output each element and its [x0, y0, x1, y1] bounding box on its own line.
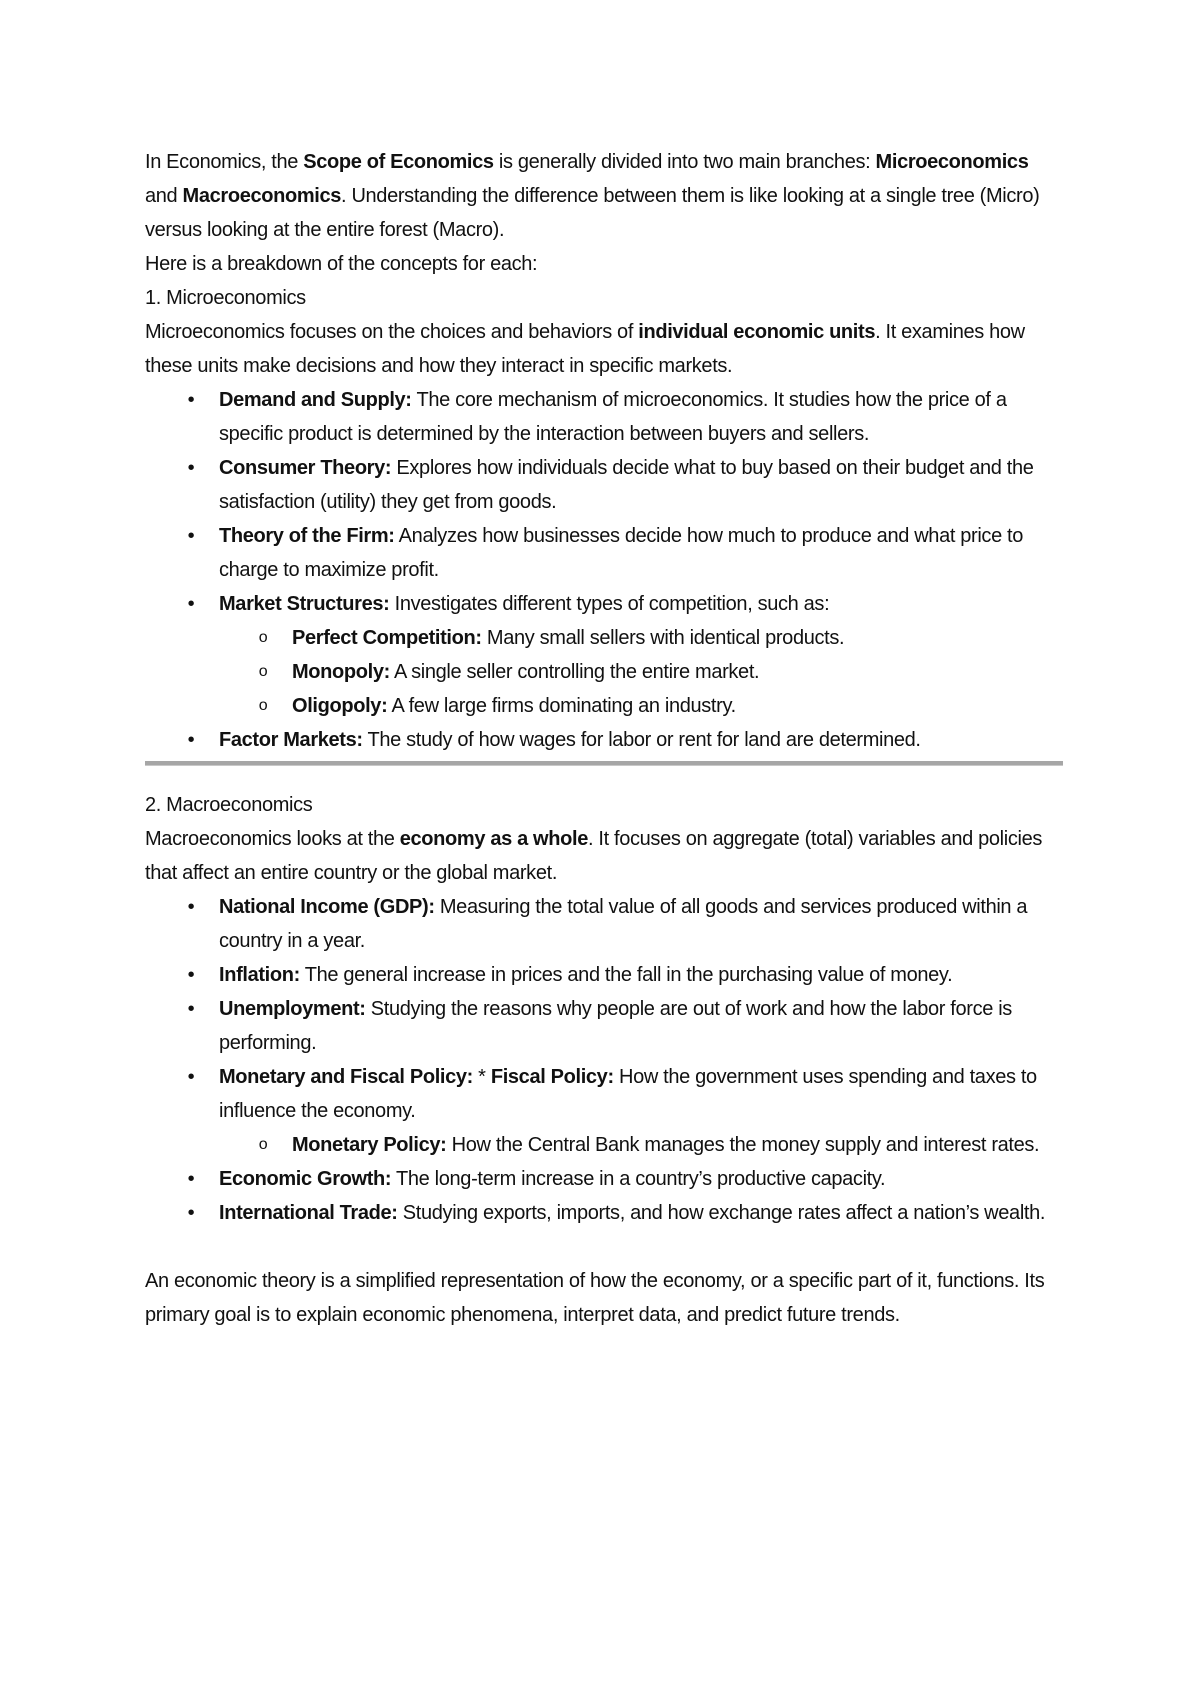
bullet-icon: •: [187, 1066, 195, 1088]
intro-bold-micro: Microeconomics: [875, 151, 1029, 173]
item-term: Monetary and Fiscal Policy:: [219, 1066, 473, 1088]
item-term: Perfect Competition:: [292, 627, 482, 649]
list-item: [145, 958, 1065, 992]
intro-paragraph: [145, 145, 1065, 247]
bullet-icon: •: [187, 593, 195, 615]
item-term: Unemployment:: [219, 998, 366, 1020]
intro-text: In Economics, the: [145, 151, 304, 173]
item-text: Investigates different types of competition, such as:: [389, 593, 830, 615]
micro-desc-text: . It examines how these units make decisions and how they interact in specific markets.: [145, 321, 1025, 377]
item-term: Fiscal Policy:: [490, 1066, 614, 1088]
item-text: The study of how wages for labor or rent for land are determined.: [362, 729, 921, 751]
item-term: Market Structures:: [219, 593, 390, 615]
item-term: Economic Growth:: [219, 1168, 392, 1190]
bullet-icon: •: [187, 896, 195, 918]
item-text: *: [472, 1066, 491, 1088]
item-text: Studying the reasons why people are out of work and how the labor force is performing.: [219, 998, 1012, 1054]
intro-bold-scope: Scope of Economics: [303, 151, 494, 173]
list-item: [145, 587, 1065, 621]
list-item: [145, 451, 1065, 519]
item-term: Consumer Theory:: [219, 457, 392, 479]
document-body: [145, 145, 1065, 1332]
macro-list: [145, 890, 1065, 1230]
intro-bold-macro: Macroeconomics: [182, 185, 342, 207]
bullet-icon: •: [187, 1168, 195, 1190]
item-term: Demand and Supply:: [219, 389, 412, 411]
list-item: [145, 723, 1065, 757]
micro-desc-bold: individual economic units: [638, 321, 876, 343]
item-text: The core mechanism of microeconomics. It studies how the price of a specific product is determined by the interaction between buyers and sellers.: [219, 389, 1007, 445]
item-text: The general increase in prices and the fall in the purchasing value of money.: [299, 964, 953, 986]
item-text: Measuring the total value of all goods and services produced within a country in a year.: [219, 896, 1028, 952]
bullet-icon: •: [187, 998, 195, 1020]
item-text: How the Central Bank manages the money supply and interest rates.: [446, 1134, 1040, 1156]
macro-description: [145, 822, 1065, 890]
item-text: A few large firms dominating an industry.: [387, 695, 736, 717]
bullet-icon: •: [187, 457, 195, 479]
bullet-icon: •: [187, 389, 195, 411]
sub-bullet-icon: o: [258, 663, 268, 680]
list-item: [145, 992, 1065, 1060]
micro-desc-text: Microeconomics focuses on the choices and behaviors of: [145, 321, 639, 343]
list-item: [145, 1060, 1065, 1128]
breakdown-line: Here is a breakdown of the concepts for each:: [145, 253, 538, 275]
item-text: Explores how individuals decide what to buy based on their budget and the satisfaction (utility) they get from goods.: [219, 457, 1034, 513]
sub-bullet-icon: o: [258, 629, 268, 646]
sub-list-item: [145, 689, 1065, 723]
sub-list-item: [145, 621, 1065, 655]
item-term: Inflation:: [219, 964, 300, 986]
item-text: Analyzes how businesses decide how much to produce and what price to charge to maximize profit.: [219, 525, 1024, 581]
paragraph-gap: [145, 1230, 1065, 1264]
intro-text: is generally divided into two main branches:: [493, 151, 876, 173]
item-term: International Trade:: [219, 1202, 398, 1224]
micro-heading: 1. Microeconomics: [145, 287, 306, 309]
list-item: [145, 519, 1065, 587]
item-term: Theory of the Firm:: [219, 525, 395, 547]
macro-desc-text: Macroeconomics looks at the: [145, 828, 400, 850]
macro-heading: 2. Macroeconomics: [145, 794, 313, 816]
item-text: How the government uses spending and taxes to influence the economy.: [219, 1066, 1037, 1122]
macro-desc-text: . It focuses on aggregate (total) variables and policies that affect an entire country or the global market.: [145, 828, 1042, 884]
item-term: National Income (GDP):: [219, 896, 435, 918]
item-text: A single seller controlling the entire market.: [389, 661, 760, 683]
bullet-icon: •: [187, 525, 195, 547]
sub-bullet-icon: o: [258, 697, 268, 714]
item-text: The long-term increase in a country’s productive capacity.: [391, 1168, 886, 1190]
sub-bullet-icon: o: [258, 1136, 268, 1153]
horizontal-rule: [145, 761, 1063, 766]
intro-text: . Understanding the difference between them is like looking at a single tree (Micro) versus looking at the entire forest (Macro).: [145, 185, 1040, 241]
list-item: [145, 1162, 1065, 1196]
item-text: Many small sellers with identical products.: [481, 627, 845, 649]
bullet-icon: •: [187, 729, 195, 751]
item-term: Factor Markets:: [219, 729, 363, 751]
sub-list-item: [145, 655, 1065, 689]
sub-list-item: [145, 1128, 1065, 1162]
item-term: Monopoly:: [292, 661, 390, 683]
item-term: Oligopoly:: [292, 695, 388, 717]
item-text: Studying exports, imports, and how exchange rates affect a nation’s wealth.: [397, 1202, 1046, 1224]
bullet-icon: •: [187, 1202, 195, 1224]
micro-list: [145, 383, 1065, 757]
item-term: Monetary Policy:: [292, 1134, 447, 1156]
closing-paragraph: An economic theory is a simplified representation of how the economy, or a specific part of it, functions. Its primary goal is to explain economic phenomena, interpret data, and predict future trends.: [145, 1270, 1045, 1326]
micro-description: [145, 315, 1065, 383]
list-item: [145, 890, 1065, 958]
bullet-icon: •: [187, 964, 195, 986]
list-item: [145, 383, 1065, 451]
macro-desc-bold: economy as a whole: [399, 828, 588, 850]
intro-text: and: [145, 185, 183, 207]
list-item: [145, 1196, 1065, 1230]
